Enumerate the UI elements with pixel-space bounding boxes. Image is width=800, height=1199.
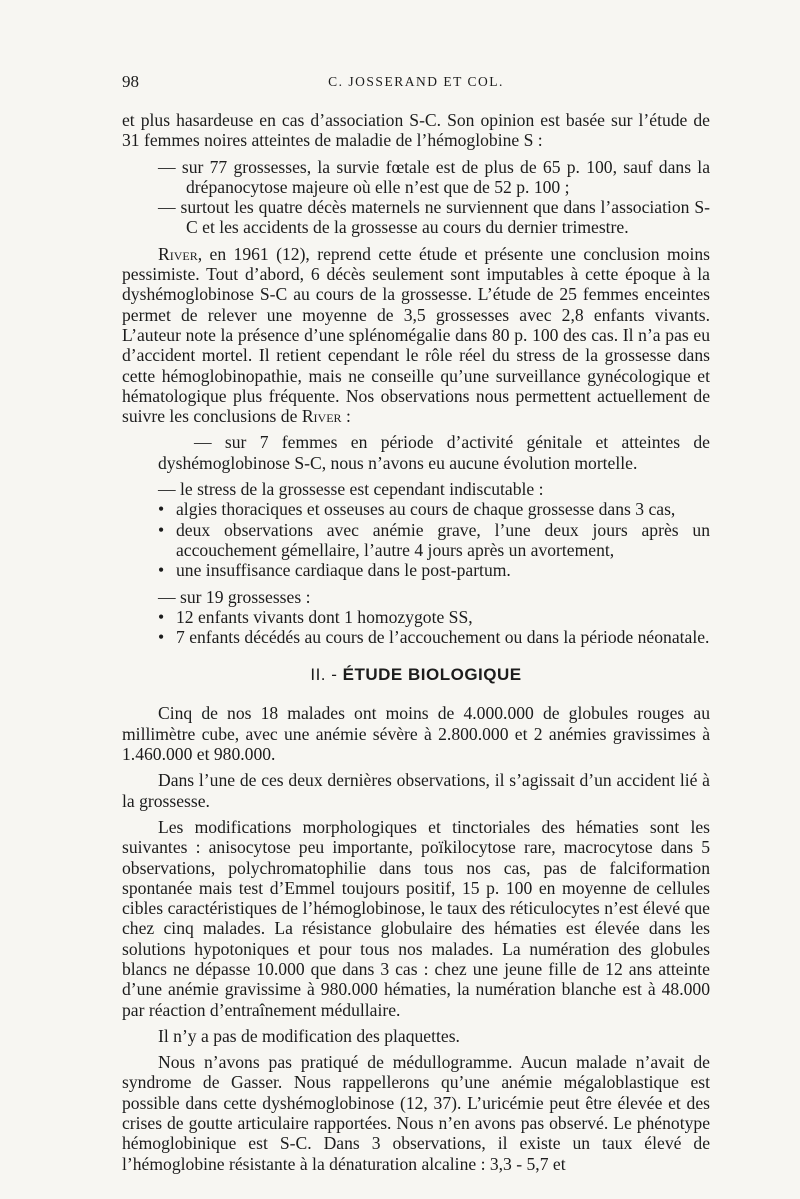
page-number: 98 xyxy=(122,72,139,91)
paragraph-intro: et plus hasardeuse en cas d’association S-C. Son opinion est basée sur l’étude de 31 femmes noires atteintes de maladie de l’hémoglobine S : xyxy=(122,110,710,151)
paragraph: Cinq de nos 18 malades ont moins de 4.000.000 de globules rouges au millimètre cube, avec une anémie sévère à 2.800.000 et 2 anémies gravissimes à 1.460.000 et 980.000. xyxy=(122,703,710,765)
observation-item: — sur 19 grossesses : xyxy=(158,586,311,607)
paragraph-river: River, en 1961 (12), reprend cette étude et présente une conclusion moins pessimiste. Tout d’abord, 6 décès seulement sont imputables à cette époque à la dyshémoglobinose S-C au cours de la grossesse. L’étude de 25 femmes enceintes permet de relever une moyenne de 3,5 grossesses avec 2,8 enfants vivants. L’auteur note la présence d’une splénomégalie dans 80 p. 100 des cas. Il n’a pas eu d’accident mortel. Il retient cependant le rôle réel du stress de la grossesse dans cette hémoglobinopathie, mais ne conseille qu’une surveillance gynécologique et hématologique plus fréquente. Nos observations nous permettent actuellement de suivre les conclusions de River : xyxy=(122,243,710,427)
section-number: II. - xyxy=(310,665,338,685)
paragraph: Dans l’une de ces deux dernières observations, il s’agissait d’un accident lié à la grossesse. xyxy=(122,770,710,811)
page-header xyxy=(122,72,710,96)
bullet-icon: • xyxy=(158,560,165,581)
observation-item: — sur 7 femmes en période d’activité génitale et atteintes de dyshémoglobinose S-C, nous n’avons eu aucune évolution mortelle. xyxy=(158,432,710,473)
paragraph: Il n’y a pas de modification des plaquettes. xyxy=(158,1025,460,1046)
author-name: River xyxy=(158,243,198,264)
bullet-icon: • xyxy=(158,519,165,540)
page-body xyxy=(122,110,710,1174)
bullet-icon: • xyxy=(158,499,165,520)
bullet-item: • algies thoraciques et osseuses au cours de chaque grossesse dans 3 cas, xyxy=(158,499,676,520)
section-heading xyxy=(122,665,710,685)
list-item: — sur 77 grossesses, la survie fœtale est de plus de 65 p. 100, sauf dans la drépanocytose majeure où elle n’est que de 52 p. 100 ; xyxy=(158,156,710,197)
observation-item: — le stress de la grossesse est cependant indiscutable : xyxy=(158,479,544,500)
bullet-icon: • xyxy=(158,627,165,648)
bullet-item: • deux observations avec anémie grave, l’une deux jours après un accouchement gémellaire, l’autre 4 jours après un avortement, xyxy=(158,519,710,560)
bullet-icon: • xyxy=(158,606,165,627)
running-title: C. JOSSERAND ET COL. xyxy=(328,74,504,89)
bullet-item: • 12 enfants vivants dont 1 homozygote SS, xyxy=(158,606,473,627)
list-item: — surtout les quatre décès maternels ne surviennent que dans l’association S-C et les accidents de la grossesse au cours du dernier trimestre. xyxy=(158,197,710,238)
paragraph: Les modifications morphologiques et tinctoriales des hématies sont les suivantes : anisocytose peu importante, poïkilocytose rare, macrocytose dans 5 observations, polychromatophilie dans tous nos cas, pas de falciformation spontanée mais test d’Emmel toujours positif, 15 p. 100 en moyenne de cellules cibles caractéristiques de l’hémoglobinose, le taux des réticulocytes n’est élevé que chez cinq malades. La résistance globulaire des hématies est élevée dans les solutions hypotoniques et pour tous nos malades. La numération des globules blancs ne dépasse 10.000 que dans 3 cas : chez une jeune fille de 12 ans atteinte d’une anémie gravissime à 980.000 hématies, la numération blanche est à 48.000 par réaction d’entraînement médullaire. xyxy=(122,816,710,1020)
section-title: ÉTUDE BIOLOGIQUE xyxy=(342,665,522,685)
bullet-item: • une insuffisance cardiaque dans le post-partum. xyxy=(158,560,511,581)
bullet-item: • 7 enfants décédés au cours de l’accouchement ou dans la période néonatale. xyxy=(158,627,710,648)
paragraph: Nous n’avons pas pratiqué de médullogramme. Aucun malade n’avait de syndrome de Gasser. Nous rappellerons qu’une anémie mégaloblastique est possible dans cette dyshémoglobinose (12, 37). L’uricémie peut être élevée et des crises de goutte articulaire rapportées. Nous n’en avons pas observé. Le phénotype hémoglobinique est S-C. Dans 3 observations, il existe un taux élevé de l’hémoglobine résistante à la dénaturation alcaline : 3,3 - 5,7 et xyxy=(122,1052,710,1174)
author-name: River xyxy=(301,406,342,427)
